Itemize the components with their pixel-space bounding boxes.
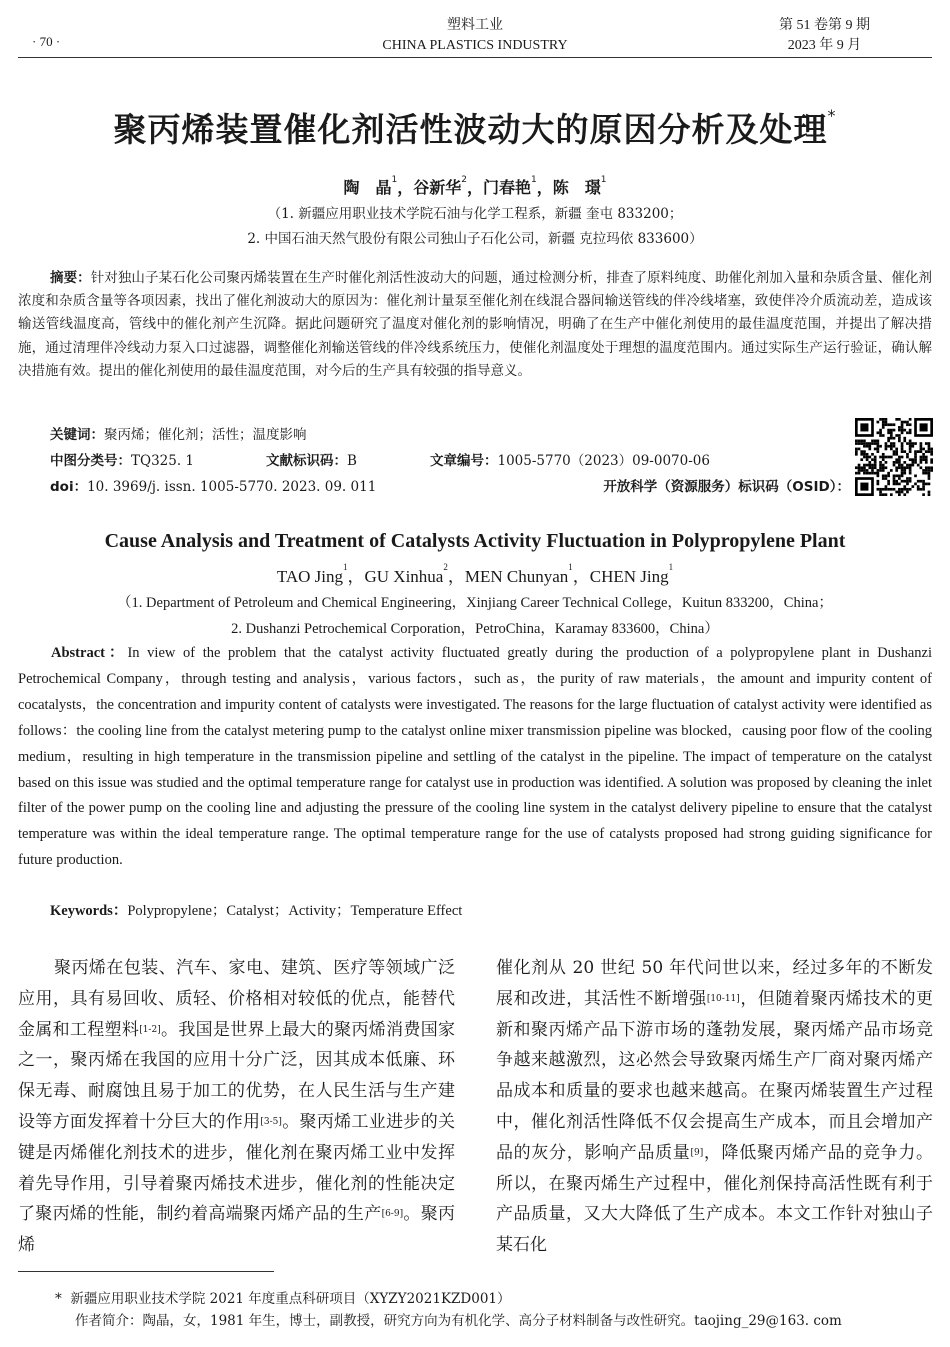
keywords-cn bbox=[50, 425, 307, 445]
title-footnote-mark: * bbox=[827, 106, 837, 125]
author-separator: ， bbox=[397, 178, 414, 197]
document-code-label: 文献标识码： bbox=[266, 453, 347, 469]
fund-footnote bbox=[55, 1289, 511, 1309]
abstract-en-label: Abstract： bbox=[51, 645, 128, 661]
doi-label: doi： bbox=[50, 479, 88, 495]
author-affiliation-mark: 2 bbox=[461, 175, 467, 185]
keywords-en-text: Polypropylene；Catalyst；Activity；Temperature Effect bbox=[127, 903, 463, 919]
author-name: 谷新华 bbox=[413, 178, 462, 197]
fund-text: 新疆应用职业技术学院 2021 年度重点科研项目（XYZY2021KZD001） bbox=[70, 1291, 511, 1307]
citation[interactable]: [3-5] bbox=[260, 1116, 282, 1127]
osid-qr-code[interactable] bbox=[855, 418, 933, 496]
article-number-label: 文章编号： bbox=[430, 453, 498, 469]
header-divider bbox=[18, 57, 932, 58]
author-name-en: CHEN Jing bbox=[589, 567, 669, 586]
journal-title-cn: 塑料工业 bbox=[447, 18, 503, 33]
author-affiliation-mark: 1 bbox=[391, 175, 398, 185]
journal-title-en: CHINA PLASTICS INDUSTRY bbox=[382, 38, 568, 53]
clc-value: TQ325. 1 bbox=[131, 453, 195, 469]
keywords-en bbox=[50, 900, 462, 922]
keywords-cn-text: 聚丙烯；催化剂；活性；温度影响 bbox=[104, 427, 307, 443]
document-code-field bbox=[266, 451, 357, 471]
issue-info bbox=[779, 16, 870, 56]
body-text: 。聚丙烯 bbox=[18, 1204, 456, 1256]
author-affiliation-mark: 1 bbox=[600, 175, 607, 185]
affiliation-cn-2: 2. 中国石油天然气股份有限公司独山子石化公司，新疆 克拉玛依 833600） bbox=[247, 231, 703, 247]
author-affiliation-mark: 1 bbox=[568, 562, 573, 572]
author-affiliation-mark: 2 bbox=[443, 562, 448, 572]
doi-field bbox=[50, 479, 376, 495]
body-text: ，但随着聚丙烯技术的更新和聚丙烯产品下游市场的蓬勃发展，聚丙烯产品市场竞争越来越激烈，这必然会导致聚丙烯生产厂商对聚丙烯产品成本和质量的要求也越来越高。在聚丙烯装置生产过程中，催化剂活性降低不仅会提高生产成本，而且会增加产品的灰分，影响产品质量 bbox=[496, 988, 934, 1163]
author-separator: ， bbox=[447, 567, 465, 586]
keywords-cn-label: 关键词： bbox=[50, 427, 104, 443]
citation[interactable]: [6-9] bbox=[381, 1209, 404, 1220]
footnote-mark: * bbox=[55, 1291, 62, 1307]
body-text: 。聚丙烯工业进步的关键是丙烯催化剂技术的进步，催化剂在聚丙烯工业中发挥着先导作用，引导着聚丙烯技术进步，催化剂的性能决定了聚丙烯的性能，制约着高端聚丙烯产品的生产 bbox=[18, 1111, 456, 1225]
abstract-en bbox=[18, 641, 932, 874]
doi-value: 10. 3969/j. issn. 1005-5770. 2023. 09. 011 bbox=[87, 479, 377, 495]
body-column-left bbox=[18, 953, 455, 1261]
author-affiliation-mark: 1 bbox=[343, 562, 348, 572]
abstract-cn-label: 摘要： bbox=[50, 270, 91, 286]
author-separator: ， bbox=[536, 178, 553, 197]
clc-field bbox=[50, 453, 194, 469]
author-name-en: GU Xinhua bbox=[364, 567, 444, 586]
author-list-cn bbox=[0, 175, 950, 198]
author-list-en bbox=[0, 562, 950, 587]
abstract-cn bbox=[18, 267, 932, 383]
clc-label: 中图分类号： bbox=[50, 453, 131, 469]
title-text: 聚丙烯装置催化剂活性波动大的原因分析及处理 bbox=[113, 110, 828, 149]
author-bio-footnote: 作者简介：陶晶，女，1981 年生，博士，副教授，研究方向为有机化学、高分子材料制备与改性研究。taojing_29@163. com bbox=[75, 1313, 842, 1329]
body-text: 催化剂从 20 世纪 50 年代问世以来，经过多年的不断发展和改进，其活性不断增强 bbox=[496, 958, 933, 1009]
body-column-right bbox=[496, 953, 933, 1261]
keywords-en-label: Keywords： bbox=[50, 903, 128, 919]
body-text: 聚丙烯在包装、汽车、家电、建筑、医疗等领域广泛应用，具有易回收、质轻、价格相对较低的优点，能替代金属和工程塑料 bbox=[18, 958, 455, 1040]
abstract-en-text: In view of the problem that the catalyst activity fluctuated greatly during the production of a polypropylene plant in Dushanzi Petrochemical Company，through testing and analysis，various factors，such as，the purity of raw materials，the amount and impurity content of cocatalysts，the concentration and impurity content of catalysts were investigated. The reasons for the large fluctuation of catalyst activity were identified as follows：the cooling line from the catalyst metering pump to the catalyst online mixer transmission pipeline was blocked，causing poor flow of the cooling medium，resulting in high temperature in the transmission pipeline and settling of the catalyst in the pipeline. The impact of temperature on the catalyst based on this issue was studied and the optimal temperature range for catalyst use in production was identified. A solution was proposed by cleaning the inlet filter of the power pump on the cooling line and adjusting the pressure of the cooling line system in the catalyst delivery pipeline to ensure that the catalyst temperature was within the ideal temperature range. The optimal temperature range for the use of catalysts proposed had strong guiding significance for future production. bbox=[18, 645, 932, 869]
author-affiliation-mark: 1 bbox=[668, 562, 674, 572]
citation[interactable]: [1-2] bbox=[139, 1024, 161, 1035]
abstract-cn-text: 针对独山子某石化公司聚丙烯装置在生产时催化剂活性波动大的问题，通过检测分析，排查了原料纯度、助催化剂加入量和杂质含量、催化剂浓度和杂质含量等各项因素，找出了催化剂波动大的原因为：催化剂计量泵至催化剂在线混合器间输送管线的伴冷线堵塞，致使伴冷介质流动差，造成该输送管线温度高，管线中的催化剂产生沉降。据此问题研究了温度对催化剂的影响情况，明确了在生产中催化剂使用的最佳温度范围，并提出了解决措施，通过清理伴冷线动力泵入口过滤器，调整催化剂输送管线的伴冷线系统压力，使催化剂温度处于理想的温度范围内。通过实际生产运行验证，确认解决措施有效。提出的催化剂使用的最佳温度范围，对今后的生产具有较强的指导意义。 bbox=[18, 270, 933, 379]
author-separator: ， bbox=[466, 178, 483, 197]
article-title-cn bbox=[0, 104, 950, 151]
author-name-en: MEN Chunyan bbox=[464, 567, 569, 586]
author-name: 陈 璟 bbox=[552, 178, 601, 197]
body-text: ，降低聚丙烯产品的竞争力。所以，在聚丙烯生产过程中，催化剂保持高活性既有利于产品质量，又大大降低了生产成本。本文工作针对独山子某石化 bbox=[496, 1142, 934, 1256]
page-header bbox=[18, 14, 932, 58]
citation[interactable]: [9] bbox=[690, 1147, 704, 1158]
document-code-value: B bbox=[347, 453, 357, 469]
citation[interactable]: [10-11] bbox=[706, 993, 740, 1004]
page-number: · 70 · bbox=[32, 34, 61, 49]
osid-label: 开放科学（资源服务）标识码（OSID）： bbox=[603, 479, 850, 495]
article-title-en: Cause Analysis and Treatment of Catalysts Activity Fluctuation in Polypropylene Plant bbox=[104, 530, 846, 552]
footnote-divider bbox=[18, 1271, 274, 1272]
author-name: 陶 晶 bbox=[343, 178, 392, 197]
affiliation-cn-1: （1. 新疆应用职业技术学院石油与化学工程系，新疆 奎屯 833200； bbox=[267, 206, 683, 222]
volume-issue: 第 51 卷第 9 期 bbox=[779, 18, 870, 33]
author-name-en: TAO Jing bbox=[276, 567, 343, 586]
affiliation-en-1: （1. Department of Petroleum and Chemical Engineering，Xinjiang Career Technical College，Kuitun 833200，China； bbox=[117, 595, 833, 611]
body-text: 。我国是世界上最大的聚丙烯消费国家之一，聚丙烯在我国的应用十分广泛，因其成本低廉、环保无毒、耐腐蚀且易于加工的优势，在人民生活与生产建设等方面发挥着十分巨大的作用 bbox=[18, 1019, 456, 1132]
issue-date: 2023 年 9 月 bbox=[787, 38, 862, 53]
affiliation-en-2: 2. Dushanzi Petrochemical Corporation，PetroChina，Karamay 833600，China） bbox=[231, 621, 719, 637]
article-number-field bbox=[430, 451, 710, 471]
doi-row bbox=[50, 477, 850, 497]
author-separator: ， bbox=[347, 567, 365, 586]
author-affiliation-mark: 1 bbox=[531, 175, 537, 185]
author-separator: ， bbox=[572, 567, 590, 586]
classification-row bbox=[50, 451, 840, 471]
author-name: 门春艳 bbox=[483, 178, 532, 197]
article-number-value: 1005-5770（2023）09-0070-06 bbox=[497, 453, 710, 469]
